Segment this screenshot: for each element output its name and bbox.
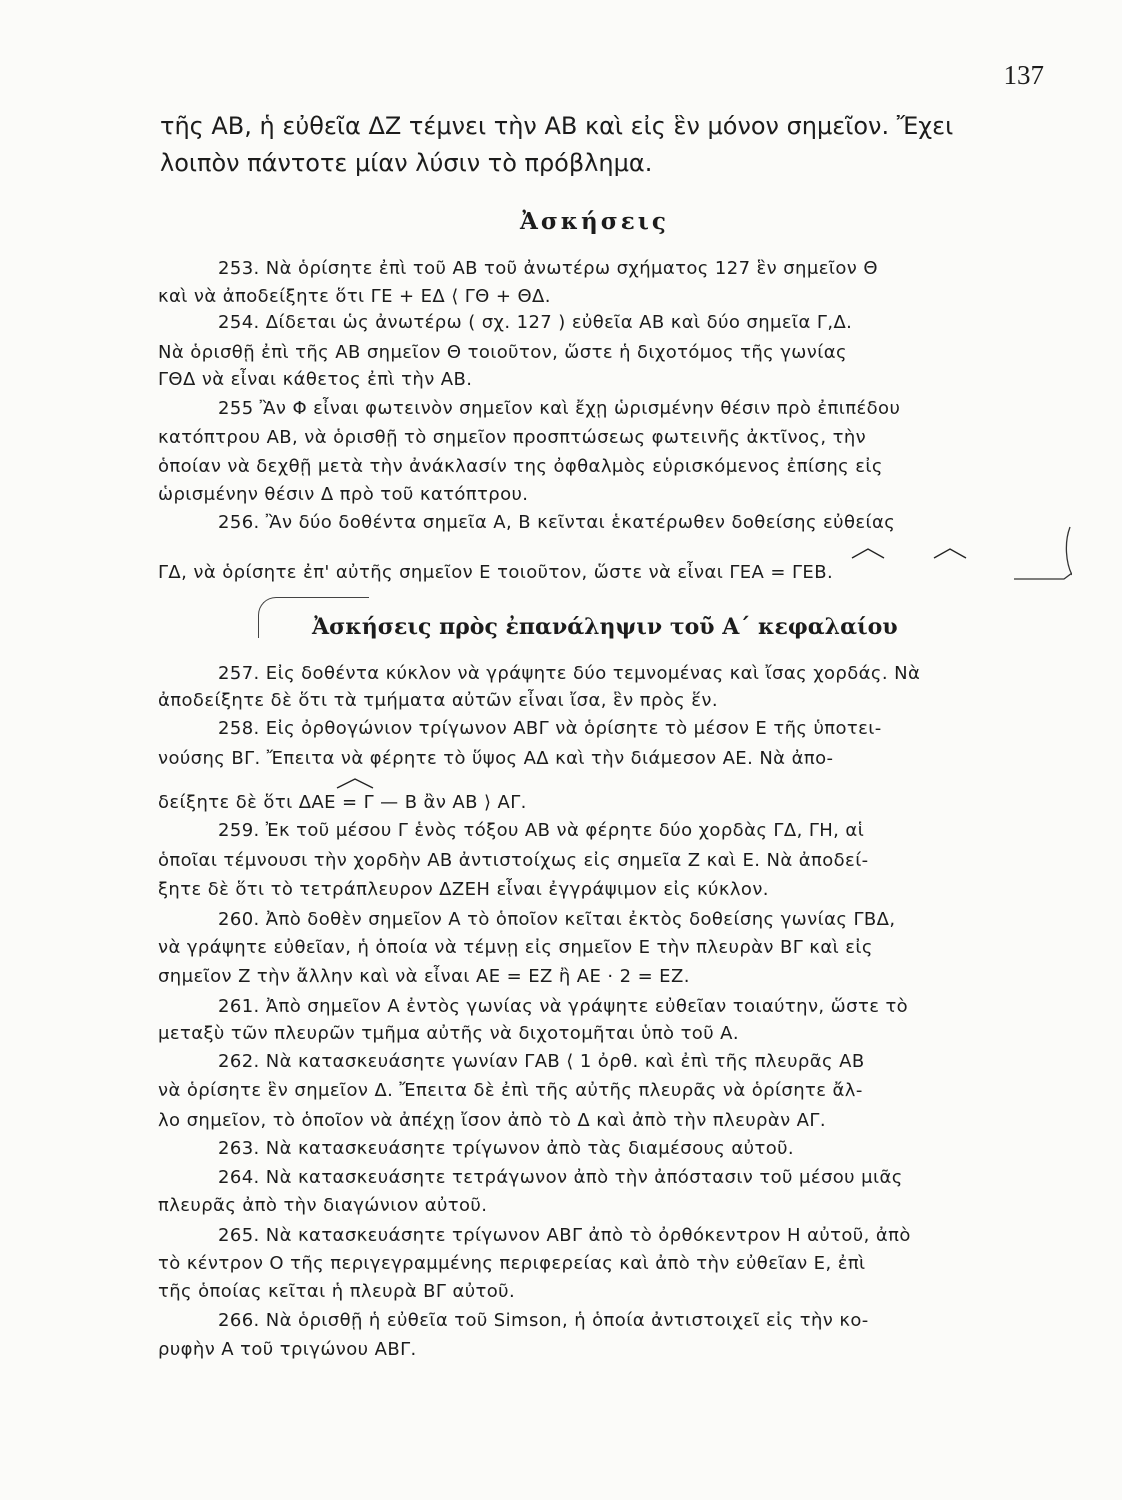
- text-line: 255 Ἂν Φ εἶναι φωτεινὸν σημεῖον καὶ ἔχῃ ὡρισμένην θέσιν πρὸ ἐπιπέδου: [218, 398, 901, 419]
- angle-arc-mark: [930, 546, 970, 560]
- text-line: 264. Νὰ κατασκευάσητε τετράγωνον ἀπὸ τὴν ἀπόστασιν τοῦ μέσου μιᾶς: [218, 1167, 903, 1188]
- section-title-review: Ἀσκήσεις πρὸς ἐπανάληψιν τοῦ Α΄ κεφαλαίου: [312, 614, 898, 640]
- text-line: 254. Δίδεται ὡς ἀνωτέρω ( σχ. 127 ) εὐθεῖα ΑΒ καὶ δύο σημεῖα Γ,Δ.: [218, 312, 853, 333]
- text-line: Νὰ ὁρισθῇ ἐπὶ τῆς ΑΒ σημεῖον Θ τοιοῦτον, ὥστε ἡ διχοτόμος τῆς γωνίας: [158, 342, 847, 363]
- text-line: καὶ νὰ ἀποδείξητε ὅτι ΓΕ + ΕΔ ⟨ ΓΘ + ΘΔ.: [158, 286, 551, 307]
- text-line: 266. Νὰ ὁρισθῇ ἡ εὐθεῖα τοῦ Simson, ἡ ὁποία ἀντιστοιχεῖ εἰς τὴν κο-: [218, 1310, 869, 1331]
- text-line: 258. Εἰς ὀρθογώνιον τρίγωνον ΑΒΓ νὰ ὁρίσητε τὸ μέσον Ε τῆς ὑποτει-: [218, 718, 882, 739]
- text-line: 265. Νὰ κατασκευάσητε τρίγωνον ΑΒΓ ἀπὸ τὸ ὀρθόκεντρον Η αὐτοῦ, ἀπὸ: [218, 1225, 911, 1246]
- page-number: 137: [1003, 60, 1044, 90]
- text-line: δείξητε δὲ ὅτι ΔΑΕ = Γ — Β ἂν ΑΒ ⟩ ΑΓ.: [158, 792, 527, 813]
- text-line: 262. Νὰ κατασκευάσητε γωνίαν ΓΑΒ ⟨ 1 ὀρθ. καὶ ἐπὶ τῆς πλευρᾶς ΑΒ: [218, 1051, 865, 1072]
- text-line: κατόπτρου ΑΒ, νὰ ὁρισθῇ τὸ σημεῖον προσπτώσεως φωτεινῆς ἀκτῖνος, τὴν: [158, 427, 867, 448]
- text-line: ὡρισμένην θέσιν Δ πρὸ τοῦ κατόπτρου.: [158, 484, 529, 505]
- text-line: σημεῖον Ζ τὴν ἄλλην καὶ νὰ εἶναι ΑΕ = ΕΖ ἢ ΑΕ · 2 = ΕΖ.: [158, 966, 690, 987]
- intro-line: λοιπὸν πάντοτε μίαν λύσιν τὸ πρόβλημα.: [160, 149, 653, 177]
- text-line: 261. Ἀπὸ σημεῖον Α ἐντὸς γωνίας νὰ γράψητε εὐθεῖαν τοιαύτην, ὥστε τὸ: [218, 996, 909, 1017]
- section-title-exercises: Ἀσκήσεις: [520, 208, 669, 235]
- text-line: 256. Ἂν δύο δοθέντα σημεῖα Α, Β κεῖνται ἑκατέρωθεν δοθείσης εὐθείας: [218, 512, 896, 533]
- text-line: νὰ ὁρίσητε ἓν σημεῖον Δ. Ἔπειτα δὲ ἐπὶ τῆς αὐτῆς πλευρᾶς νὰ ὁρίσητε ἄλ-: [158, 1080, 863, 1101]
- text-line: νὰ γράψητε εὐθεῖαν, ἡ ὁποία νὰ τέμνῃ εἰς σημεῖον Ε τὴν πλευρὰν ΒΓ καὶ εἰς: [158, 937, 873, 958]
- text-line: 257. Εἰς δοθέντα κύκλον νὰ γράψητε δύο τεμνομένας καὶ ἴσας χορδάς. Νὰ: [218, 663, 921, 684]
- text-line: 260. Ἀπὸ δοθὲν σημεῖον Α τὸ ὁποῖον κεῖται ἐκτὸς δοθείσης γωνίας ΓΒΔ,: [218, 909, 896, 930]
- text-line: τῆς ὁποίας κεῖται ἡ πλευρὰ ΒΓ αὐτοῦ.: [158, 1281, 516, 1302]
- text-line: ΓΘΔ νὰ εἶναι κάθετος ἐπὶ τὴν ΑΒ.: [158, 369, 473, 390]
- angle-arc-mark: [333, 776, 377, 790]
- text-line: 263. Νὰ κατασκευάσητε τρίγωνον ἀπὸ τὰς διαμέσους αὐτοῦ.: [218, 1138, 795, 1159]
- text-line: 259. Ἐκ τοῦ μέσου Γ ἑνὸς τόξου ΑΒ νὰ φέρητε δύο χορδὰς ΓΔ, ΓΗ, αἱ: [218, 820, 865, 841]
- text-line: ὁποίαν νὰ δεχθῇ μετὰ τὴν ἀνάκλασίν της ὀφθαλμὸς εὑρισκόμενος ἐπίσης εἰς: [158, 456, 883, 477]
- text-line: πλευρᾶς ἀπὸ τὴν διαγώνιον αὐτοῦ.: [158, 1195, 488, 1216]
- text-line: ὁποῖαι τέμνουσι τὴν χορδὴν ΑΒ ἀντιστοίχως εἰς σημεῖα Ζ καὶ Ε. Νὰ ἀποδεί-: [158, 850, 869, 871]
- text-line: τὸ κέντρον Ο τῆς περιγεγραμμένης περιφερείας καὶ ἀπὸ τὴν εὐθεῖαν Ε, ἐπὶ: [158, 1253, 866, 1274]
- text-line: ξητε δὲ ὅτι τὸ τετράπλευρον ΔΖΕΗ εἶναι ἐγγράψιμον εἰς κύκλον.: [158, 879, 769, 900]
- intro-line: τῆς ΑΒ, ἡ εὐθεῖα ΔΖ τέμνει τὴν ΑΒ καὶ εἰς ἓν μόνον σημεῖον. Ἔχει: [160, 112, 954, 140]
- intro-paragraph: [160, 108, 1040, 182]
- text-line: νούσης ΒΓ. Ἔπειτα νὰ φέρητε τὸ ὕψος ΑΔ καὶ τὴν διάμεσον ΑΕ. Νὰ ἀπο-: [158, 748, 834, 769]
- text-line: 253. Νὰ ὁρίσητε ἐπὶ τοῦ ΑΒ τοῦ ἀνωτέρω σχήματος 127 ἓν σημεῖον Θ: [218, 258, 878, 279]
- text-line: ΓΔ, νὰ ὁρίσητε ἐπ' αὐτῆς σημεῖον Ε τοιοῦτον, ὥστε νὰ εἶναι ΓΕΑ = ΓΕΒ.: [158, 562, 834, 583]
- text-line: λο σημεῖον, τὸ ὁποῖον νὰ ἀπέχῃ ἴσον ἀπὸ τὸ Δ καὶ ἀπὸ τὴν πλευρὰν ΑΓ.: [158, 1110, 826, 1131]
- text-line: ρυφὴν Α τοῦ τριγώνου ΑΒΓ.: [158, 1339, 417, 1360]
- angle-arc-mark: [848, 546, 888, 560]
- text-line: μεταξὺ τῶν πλευρῶν τμῆμα αὐτῆς νὰ διχοτομῆται ὑπὸ τοῦ Α.: [158, 1023, 739, 1044]
- margin-pencil-mark: [1014, 523, 1072, 581]
- text-line: ἀποδείξητε δὲ ὅτι τὰ τμήματα αὐτῶν εἶναι ἴσα, ἓν πρὸς ἕν.: [158, 690, 718, 711]
